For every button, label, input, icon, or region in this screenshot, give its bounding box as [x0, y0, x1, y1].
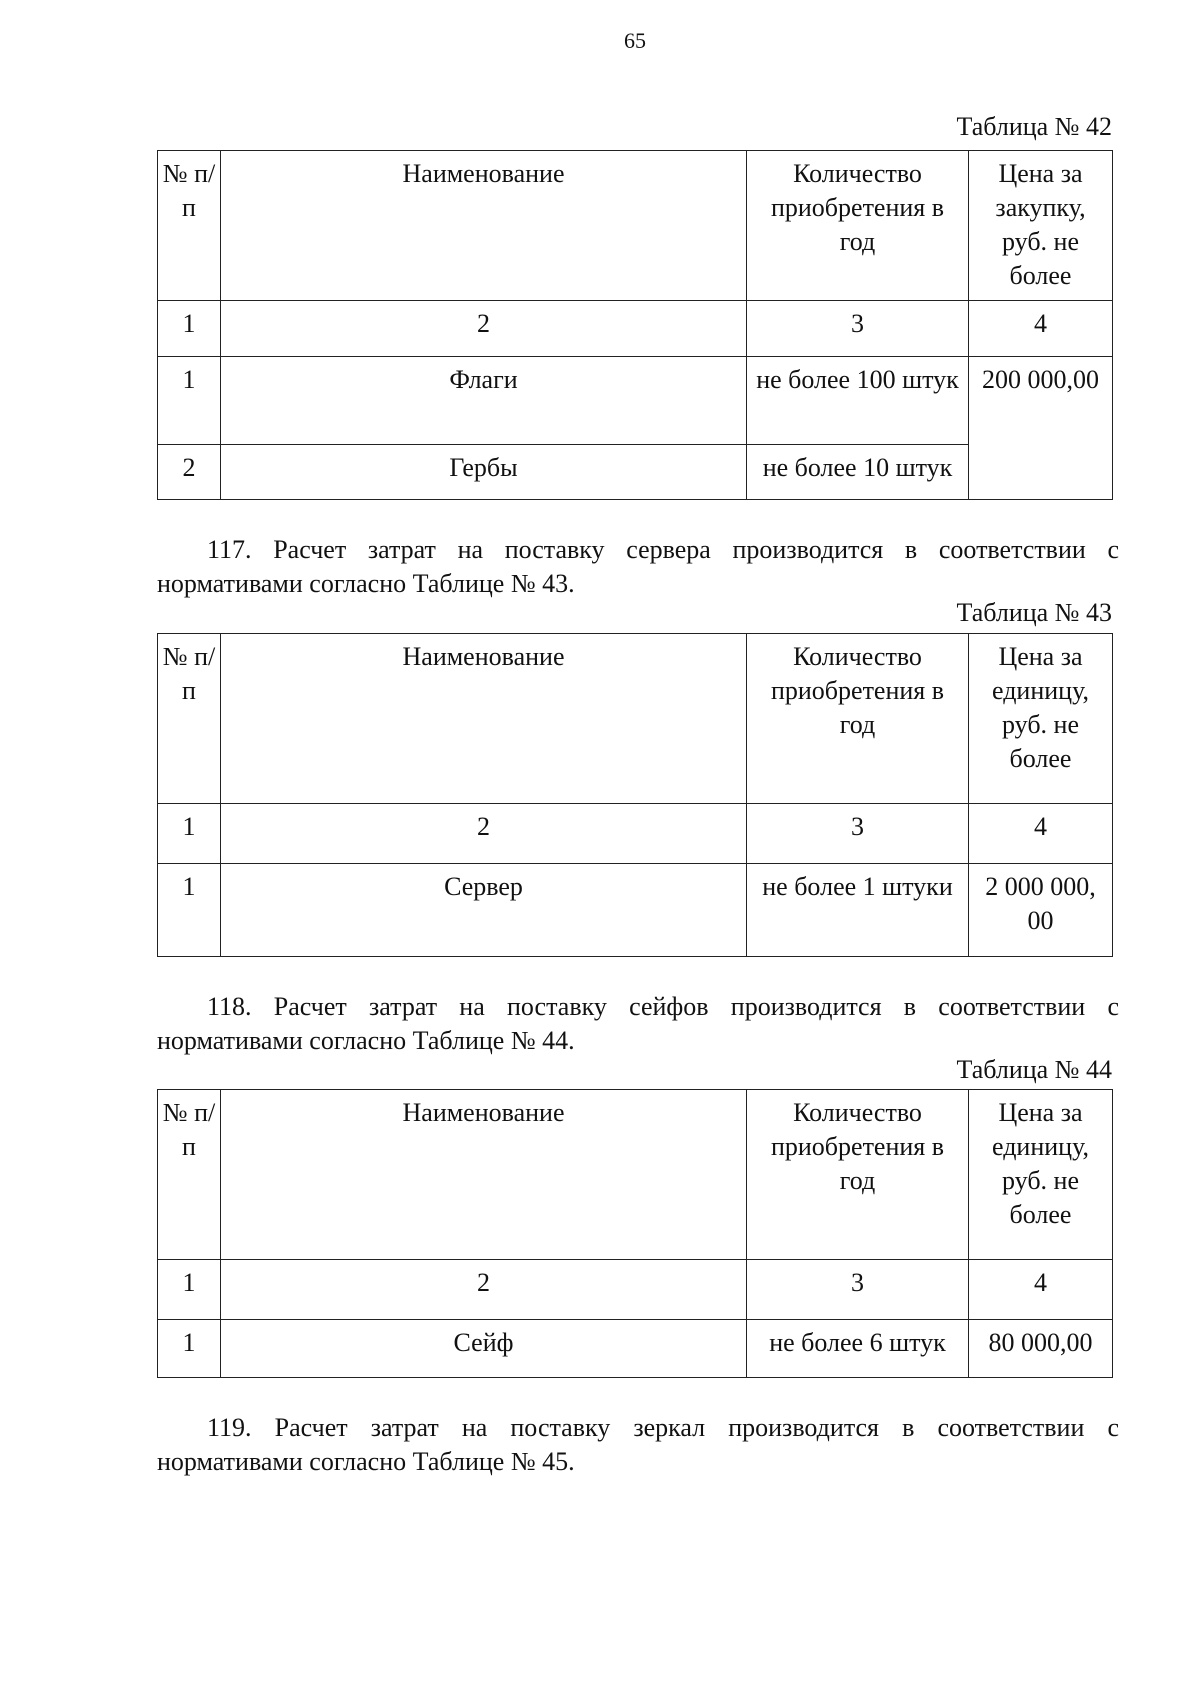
- header-quantity: Количество приобретения в год: [747, 151, 969, 301]
- header-quantity: Количество приобретения в год: [747, 634, 969, 804]
- numbering-cell: 3: [747, 804, 969, 864]
- row-quantity: не более 100 штук: [747, 357, 969, 445]
- paragraph-117: [157, 533, 1119, 601]
- numbering-cell: 2: [221, 1260, 747, 1320]
- header-price: Цена за единицу, руб. не более: [969, 1090, 1113, 1260]
- paragraph-line: нормативами согласно Таблице № 44.: [157, 1026, 575, 1055]
- table-44: [157, 1089, 1113, 1378]
- row-number: 2: [158, 445, 221, 500]
- table-row: [158, 1320, 1113, 1378]
- numbering-cell: 4: [969, 301, 1113, 357]
- header-number: № п/п: [158, 1090, 221, 1260]
- header-price: Цена за единицу, руб. не более: [969, 634, 1113, 804]
- table-42-caption: Таблица № 42: [956, 112, 1112, 141]
- row-name: Гербы: [221, 445, 747, 500]
- row-price: 200 000,00: [969, 357, 1113, 500]
- table-row: [158, 357, 1113, 445]
- table-header-row: [158, 634, 1113, 804]
- paragraph-118: [157, 990, 1119, 1058]
- row-number: 1: [158, 864, 221, 957]
- table-43: [157, 633, 1113, 957]
- paragraph-119: [157, 1411, 1119, 1479]
- table-numbering-row: [158, 804, 1113, 864]
- row-name: Сейф: [221, 1320, 747, 1378]
- numbering-cell: 3: [747, 301, 969, 357]
- row-price: 80 000,00: [969, 1320, 1113, 1378]
- table-numbering-row: [158, 301, 1113, 357]
- header-name: Наименование: [221, 1090, 747, 1260]
- table-header-row: [158, 1090, 1113, 1260]
- header-number: № п/п: [158, 151, 221, 301]
- header-quantity: Количество приобретения в год: [747, 1090, 969, 1260]
- table-43-caption: Таблица № 43: [956, 598, 1112, 627]
- table-header-row: [158, 151, 1113, 301]
- paragraph-line: нормативами согласно Таблице № 43.: [157, 569, 575, 598]
- header-number: № п/п: [158, 634, 221, 804]
- row-quantity: не более 1 штуки: [747, 864, 969, 957]
- numbering-cell: 4: [969, 804, 1113, 864]
- header-name: Наименование: [221, 634, 747, 804]
- numbering-cell: 1: [158, 1260, 221, 1320]
- row-name: Сервер: [221, 864, 747, 957]
- header-price: Цена за закупку, руб. не более: [969, 151, 1113, 301]
- row-price: 2 000 000, 00: [969, 864, 1113, 957]
- paragraph-line: нормативами согласно Таблице № 45.: [157, 1447, 575, 1476]
- table-42: [157, 150, 1113, 500]
- numbering-cell: 2: [221, 804, 747, 864]
- numbering-cell: 4: [969, 1260, 1113, 1320]
- table-numbering-row: [158, 1260, 1113, 1320]
- numbering-cell: 1: [158, 804, 221, 864]
- row-quantity: не более 6 штук: [747, 1320, 969, 1378]
- numbering-cell: 2: [221, 301, 747, 357]
- header-name: Наименование: [221, 151, 747, 301]
- numbering-cell: 1: [158, 301, 221, 357]
- numbering-cell: 3: [747, 1260, 969, 1320]
- paragraph-line: 119. Расчет затрат на поставку зеркал производится в соответствии с: [207, 1413, 1119, 1442]
- row-number: 1: [158, 1320, 221, 1378]
- page-number: 65: [624, 28, 646, 53]
- row-name: Флаги: [221, 357, 747, 445]
- table-row: [158, 864, 1113, 957]
- paragraph-line: 117. Расчет затрат на поставку сервера производится в соответствии с: [207, 535, 1119, 564]
- row-number: 1: [158, 357, 221, 445]
- row-quantity: не более 10 штук: [747, 445, 969, 500]
- table-44-caption: Таблица № 44: [956, 1055, 1112, 1084]
- paragraph-line: 118. Расчет затрат на поставку сейфов производится в соответствии с: [207, 992, 1119, 1021]
